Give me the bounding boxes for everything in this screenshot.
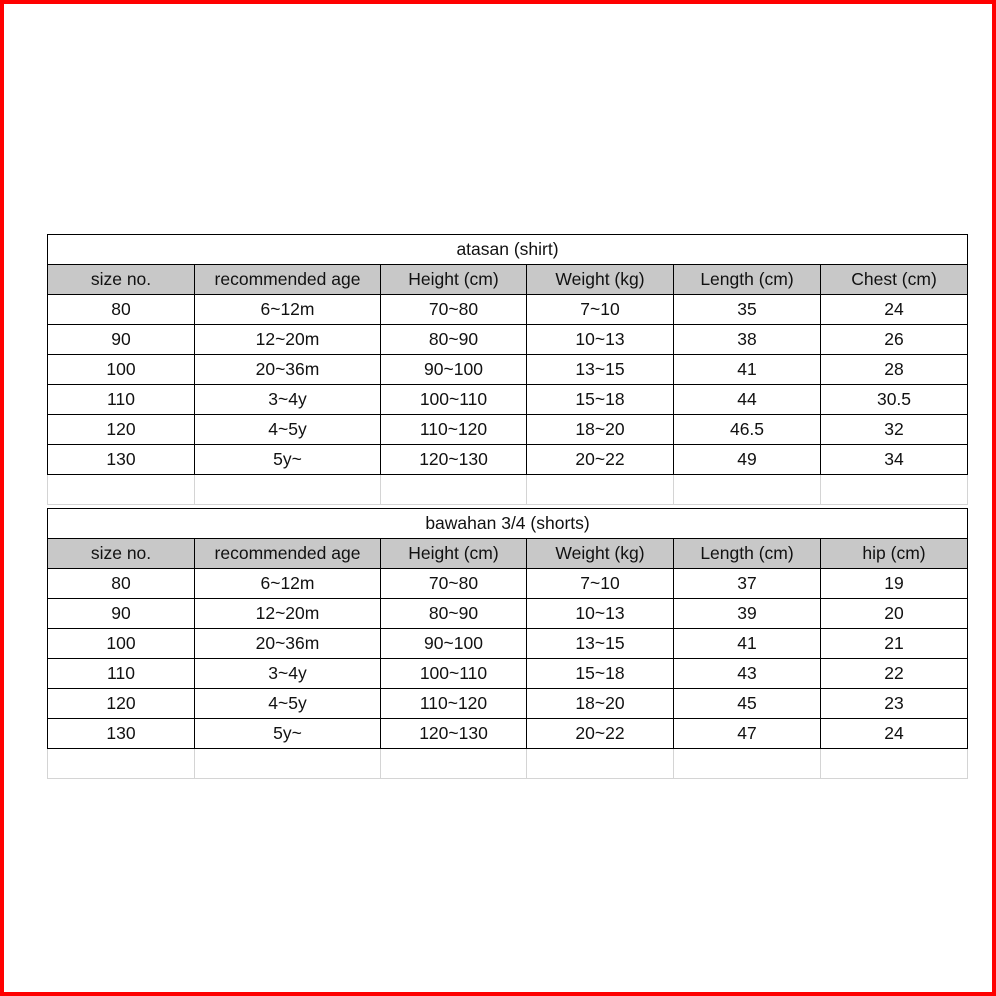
table-cell: 20~22 xyxy=(527,719,674,749)
table-cell: 4~5y xyxy=(195,689,381,719)
table-row xyxy=(48,659,968,689)
empty-cell xyxy=(821,475,968,505)
table-cell: 13~15 xyxy=(527,355,674,385)
table-cell: 35 xyxy=(674,295,821,325)
empty-cell xyxy=(48,475,195,505)
table-cell: 37 xyxy=(674,569,821,599)
table-cell: 70~80 xyxy=(381,295,527,325)
table-title: atasan (shirt) xyxy=(48,235,968,265)
table-cell: 24 xyxy=(821,295,968,325)
table-cell: 20~36m xyxy=(195,355,381,385)
table-cell: 100~110 xyxy=(381,659,527,689)
table-cell: 41 xyxy=(674,629,821,659)
table-row xyxy=(48,569,968,599)
table-cell: 20~36m xyxy=(195,629,381,659)
empty-cell xyxy=(674,749,821,779)
table-cell: 49 xyxy=(674,445,821,475)
table-cell: 10~13 xyxy=(527,599,674,629)
table-row xyxy=(48,599,968,629)
table-cell: 6~12m xyxy=(195,569,381,599)
table-cell: 20 xyxy=(821,599,968,629)
table-cell: 41 xyxy=(674,355,821,385)
table-cell: 23 xyxy=(821,689,968,719)
column-header: Chest (cm) xyxy=(821,265,968,295)
empty-table-row xyxy=(48,475,968,505)
table-cell: 28 xyxy=(821,355,968,385)
table-cell: 90~100 xyxy=(381,355,527,385)
table-cell: 34 xyxy=(821,445,968,475)
table-cell: 90~100 xyxy=(381,629,527,659)
empty-cell xyxy=(527,475,674,505)
column-header: size no. xyxy=(48,539,195,569)
table-cell: 3~4y xyxy=(195,385,381,415)
table-cell: 80~90 xyxy=(381,325,527,355)
column-header: Weight (kg) xyxy=(527,265,674,295)
table-cell: 100 xyxy=(48,629,195,659)
column-header: hip (cm) xyxy=(821,539,968,569)
table-row xyxy=(48,719,968,749)
table-cell: 130 xyxy=(48,719,195,749)
table-cell: 5y~ xyxy=(195,445,381,475)
column-header: Length (cm) xyxy=(674,539,821,569)
empty-cell xyxy=(527,749,674,779)
empty-cell xyxy=(674,475,821,505)
table-title-row xyxy=(48,509,968,539)
table-row xyxy=(48,325,968,355)
table-cell: 90 xyxy=(48,599,195,629)
table-row xyxy=(48,355,968,385)
table-cell: 15~18 xyxy=(527,385,674,415)
table-title-row xyxy=(48,235,968,265)
empty-cell xyxy=(381,749,527,779)
table-cell: 3~4y xyxy=(195,659,381,689)
table-cell: 22 xyxy=(821,659,968,689)
table-cell: 43 xyxy=(674,659,821,689)
table-cell: 5y~ xyxy=(195,719,381,749)
table-row xyxy=(48,415,968,445)
table-cell: 38 xyxy=(674,325,821,355)
table-cell: 70~80 xyxy=(381,569,527,599)
table-cell: 100 xyxy=(48,355,195,385)
empty-table-row xyxy=(48,749,968,779)
table-cell: 39 xyxy=(674,599,821,629)
table-cell: 12~20m xyxy=(195,599,381,629)
column-header: recommended age xyxy=(195,539,381,569)
table-cell: 15~18 xyxy=(527,659,674,689)
table-row xyxy=(48,385,968,415)
table-row xyxy=(48,295,968,325)
table-cell: 18~20 xyxy=(527,689,674,719)
table-cell: 44 xyxy=(674,385,821,415)
table-cell: 7~10 xyxy=(527,569,674,599)
table-cell: 110~120 xyxy=(381,415,527,445)
table-cell: 80 xyxy=(48,295,195,325)
table-cell: 19 xyxy=(821,569,968,599)
table-cell: 30.5 xyxy=(821,385,968,415)
table-cell: 90 xyxy=(48,325,195,355)
table-cell: 10~13 xyxy=(527,325,674,355)
table-cell: 4~5y xyxy=(195,415,381,445)
table-cell: 20~22 xyxy=(527,445,674,475)
table-title: bawahan 3/4 (shorts) xyxy=(48,509,968,539)
column-header: Height (cm) xyxy=(381,539,527,569)
table-cell: 18~20 xyxy=(527,415,674,445)
table-cell: 120~130 xyxy=(381,445,527,475)
table-row xyxy=(48,629,968,659)
table-cell: 46.5 xyxy=(674,415,821,445)
table-row xyxy=(48,445,968,475)
table-cell: 12~20m xyxy=(195,325,381,355)
empty-cell xyxy=(821,749,968,779)
table-cell: 110 xyxy=(48,659,195,689)
empty-cell xyxy=(381,475,527,505)
table-cell: 7~10 xyxy=(527,295,674,325)
shirt-size-table xyxy=(47,234,968,505)
column-header: recommended age xyxy=(195,265,381,295)
table-cell: 130 xyxy=(48,445,195,475)
column-header: Weight (kg) xyxy=(527,539,674,569)
table-cell: 6~12m xyxy=(195,295,381,325)
table-cell: 80 xyxy=(48,569,195,599)
table-cell: 120~130 xyxy=(381,719,527,749)
empty-cell xyxy=(195,749,381,779)
table-cell: 13~15 xyxy=(527,629,674,659)
table-cell: 24 xyxy=(821,719,968,749)
table-cell: 21 xyxy=(821,629,968,659)
empty-cell xyxy=(195,475,381,505)
table-cell: 110 xyxy=(48,385,195,415)
column-header: Height (cm) xyxy=(381,265,527,295)
empty-cell xyxy=(48,749,195,779)
table-cell: 110~120 xyxy=(381,689,527,719)
table-cell: 120 xyxy=(48,689,195,719)
table-cell: 80~90 xyxy=(381,599,527,629)
table-cell: 120 xyxy=(48,415,195,445)
table-row xyxy=(48,689,968,719)
table-cell: 32 xyxy=(821,415,968,445)
column-header: Length (cm) xyxy=(674,265,821,295)
column-header-row xyxy=(48,265,968,295)
table-cell: 26 xyxy=(821,325,968,355)
table-cell: 45 xyxy=(674,689,821,719)
shorts-size-table xyxy=(47,508,968,779)
table-cell: 100~110 xyxy=(381,385,527,415)
column-header: size no. xyxy=(48,265,195,295)
column-header-row xyxy=(48,539,968,569)
table-cell: 47 xyxy=(674,719,821,749)
